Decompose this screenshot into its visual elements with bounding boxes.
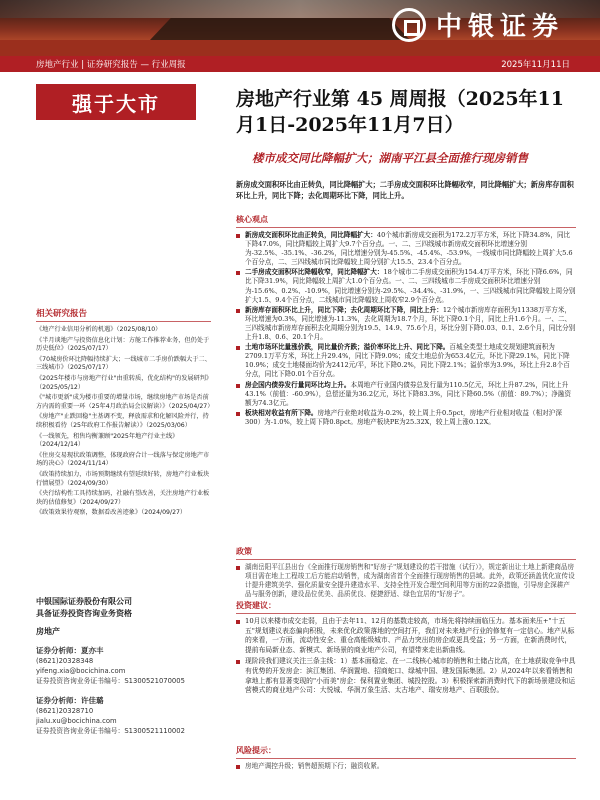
invest-paragraph: 10月以来楼市成交走弱，且由于去年11、12月的基数走较高，市场先将持续面临压力。基本面来压+"十五五"规划建议表态偏向积极，未来优化政策落地的空间打开，我们对未来地产行业的修复有一定信心。地产从标的来看，一方面，流动性安全、重仓高能级城市、产品力突出的房企或更具受益；另一方面，在新消费时代，提前布局新业态、新模式、新场景的商业地产公司，有望带来走出新曲线。 — [236, 617, 576, 655]
bank-logo-icon — [392, 8, 426, 42]
related-item[interactable]: 《地产行业信用分析的机遇》（2025/08/10） — [36, 326, 162, 333]
rating-badge: 强于大市 — [36, 84, 196, 120]
analyst-phone: (8621)20328348 — [36, 657, 94, 665]
related-item[interactable]: 《"城市更新"成为楼市重要的增量市场，继续房地产市场是否前方内需的重要一环（25年4月政治局会议解读）》（2025/04/27） — [36, 394, 214, 410]
invest-paragraph: 现阶段我们建议关注三条主线：1）基本面稳定、在一二线核心城市的销售和土储占比高，在土地获取竞争中具有优势的开发房企：滨江集团、华润置地、招商蛇口、绿城中国、建发国际集团。2）从2024年以来看销售和拿地上都有显著变现的"小而美"房企：保利置业集团、城投控股。3）积极探索新消费时代下的新场景建设和运营模式的商业地产公司：大悦城、华润万象生活、太古地产、瑞安房地产、百联股份。 — [236, 657, 576, 695]
divider — [236, 758, 576, 759]
bullet-heading: 板块相对收益有所下降。 — [245, 408, 318, 417]
bullet-body: 房地产行业绝对收益为-0.2%，较上周上升0.5pct，房地产行业相对收益（相对沪深300）为-1.0%，较上周下降0.8pct。房地产板块PE为25.32X，较上周上涨0.12X。 — [245, 408, 562, 426]
page-title: 房地产行业第 45 周周报（2025年11月1日-2025年11月7日） — [236, 88, 564, 136]
analyst-email[interactable]: jialu.xu@bocichina.com — [36, 717, 117, 725]
analyst-section — [36, 646, 211, 736]
brand-name: 中银证券 — [435, 12, 564, 42]
summary-section — [236, 180, 576, 201]
page-subtitle: 楼市成交同比降幅扩大；湖南平江县全面推行现房销售 — [252, 151, 528, 165]
analyst-name: 证券分析师：许佳璐 — [36, 696, 104, 705]
bullet-heading: 二手房成交面积环比降幅收窄，同比降幅扩大： — [245, 268, 384, 277]
related-item[interactable]: 《央行结构性工具持续加码，社融有望改善，关注房地产行业板块的估值修复》（2024/09/27） — [36, 490, 210, 506]
company-name: 中银国际证券股份有限公司 — [36, 597, 132, 606]
company-qualification: 具备证券投资咨询业务资格 — [36, 609, 132, 618]
core-bullet — [236, 268, 576, 304]
policy-section — [236, 546, 576, 599]
divider — [236, 227, 576, 228]
related-title: 相关研究报告 — [36, 309, 88, 319]
invest-title: 投资建议： — [236, 600, 276, 610]
analyst-email[interactable]: yifeng.xia@bocichina.com — [36, 667, 126, 675]
core-section — [236, 214, 576, 428]
bullet-body: 百城全类型土地成交规划建筑面积为2709.1万平方米，环比上升29.4%，同比下降9.0%；成交土地总价为653.4亿元，环比下降29.1%，同比下降10.9%；成交土地楼面均价为2412元/平，环比下降0.2%，同比下降2.1%；溢价率为3.9%，环比上升2.8个百分点，同比下降0.01个百分点。 — [245, 343, 570, 379]
summary-text: 新房成交面积环比由正转负，同比降幅扩大；二手房成交面积环比降幅收窄，同比降幅扩大；新房库存面积环比上升，同比下降；去化周期环比下降，同比上升。 — [236, 180, 574, 200]
company-section — [36, 596, 211, 638]
related-item[interactable]: 《房地产"止跌回稳"主基调不变，释放需求和化解风险并行，持续积极看待（25年政府工作报告解读）》（2025/03/06） — [36, 413, 209, 429]
policy-text: 湖南岳阳平江县出台《全面推行现房销售和"好房子"规划建设的若干措施（试行）》，规定新出让土地上新建商品房项目需在地上工程竣工后方能启动销售，成为湖南省首个全面推行现房销售的县域。此外，政策还涵盖优化宣传设计提升建筑美学、强化质量安全提升建造水平、支持全性开发合理空间利用等方面的22条措施，引导房企深耕产品与服务创新，建设品位优美、品质优良、便捷舒适、绿色宜居的"好房子"。 — [236, 563, 576, 599]
risk-title: 风险提示： — [236, 745, 276, 755]
bullet-heading: 新房库存面积环比上升，同比下降；去化周期环比下降，同比上升： — [245, 305, 443, 314]
bullet-body: 40个城市新房成交面积为172.2万平方米，环比下降34.8%，同比下降47.0%，同比降幅较上周扩大9.7个百分点。一、二、三四线城市新房成交面积环比增速分别为-32.5%、-35.1%、-36.2%，同比增速分别为-45.5%、-45.4%、-53.9%，一线城市同比降幅较上周扩大5.6个百分点，二、三四线城市同比降幅较上周分别扩大15.5、23.4个百分点。 — [245, 231, 573, 267]
divider — [236, 613, 576, 614]
related-list — [36, 326, 214, 518]
related-item[interactable]: 《一线领先，租售均衡兼顾"2025年地产行业主线》（2024/12/14） — [36, 432, 179, 449]
brand-logo — [392, 6, 564, 43]
analyst-cert: 证券投资咨询业务证书编号：S1300521110002 — [36, 727, 185, 735]
analyst-phone: (8621)20328710 — [36, 707, 94, 715]
banner-roof — [150, 18, 410, 40]
report-category-bar — [0, 56, 600, 72]
risk-section — [236, 745, 576, 771]
divider — [236, 559, 576, 560]
related-item[interactable]: 《2025年楼市与房地产行业"由重转质，优化结构"的发展研判》（2025/05/12） — [36, 374, 210, 391]
related-item[interactable]: 《70城房价环比降幅持续扩大；一线城市二手房价跌幅大于二、三线城市》（2025/07/17） — [36, 355, 211, 372]
bullet-heading: 房企国内债券发行量同环比均上升。 — [245, 380, 351, 389]
core-bullet — [236, 409, 576, 427]
related-item[interactable]: 《政策效果待观察，数据看改善迹象》（2024/09/27） — [36, 509, 187, 517]
risk-text: 房地产调控升级；销售超预期下行；融资收紧。 — [236, 762, 576, 771]
analyst-cert: 证券投资咨询业务证书编号：S1300521070005 — [36, 677, 185, 685]
bullet-heading: 新房成交面积环比由正转负，同比降幅扩大： — [245, 231, 377, 239]
related-item[interactable]: 《住房交易现状政策调整，体现政府合计一线落与保定房地产市场的决心》（2024/11/14） — [36, 451, 210, 468]
bullet-body: 本周地产行业国内债券总发行量为110.5亿元，环比上升87.2%，同比上升43.1%（前值：-60.9%），总偿还量为36.2亿元，环比下降83.3%，同比下降60.5%（前值：89.7%）；净融资额为74.3亿元。 — [245, 380, 572, 407]
header-banner — [0, 0, 600, 56]
core-bullet — [236, 306, 576, 342]
bullet-heading: 土地市场环比量涨价跌，同比量价齐跌；溢价率环比上升、同比下降。 — [245, 343, 450, 352]
related-item[interactable]: 《政策持续加力，市场预期继续有望延续好转，房地产行业板块行情展望》（2024/09/30） — [36, 470, 210, 487]
report-date: 2025年11月11日 — [501, 60, 570, 70]
industry-label: 房地产 — [36, 627, 60, 636]
invest-section — [236, 600, 576, 696]
core-bullet — [236, 381, 576, 408]
bullet-body: 12个城市新房库存面积为11338万平方米，环比增速为0.3%，同比增速为-11.3%，去化周期为18.7个月，环比下降0.1个月，同比上升1.6个月。一、二、三四线城市新房库存面积去化周期分别为19.5、14.9、75.6个月，环比分别下降0.03、0.1、2.6个月，同比分别上升1.8、0.6、20.1个月。 — [245, 305, 576, 342]
core-bullet — [236, 343, 576, 379]
breadcrumb: 房地产行业 | 证券研究报告 — 行业周报 — [36, 60, 186, 70]
policy-title: 政策 — [236, 546, 252, 556]
related-item[interactable]: 《半月谈地产与投资信息化计划：方舱工作推荐业务，但仍处于历史低位》（2025/07/17） — [36, 336, 210, 353]
divider — [36, 321, 211, 322]
core-bullets — [236, 231, 576, 427]
core-title: 核心观点 — [236, 214, 268, 224]
bullet-body: 18个城市二手房成交面积为154.4万平方米，环比下降6.6%，同比下降31.9%，同比降幅较上周扩大1.0个百分点。一、二、三四线城市二手房成交面积环比增速分别为-15.6%、0.2%、-10.9%，同比增速分别为-29.5%、-34.4%、-31.9%，一、三四线城市同比降幅较上周分别扩大1.5、9.4个百分点，二线城市同比降幅较上周收窄2.9个百分点。 — [245, 268, 576, 304]
core-bullet — [236, 231, 576, 267]
analyst-name: 证券分析师：夏亦丰 — [36, 646, 104, 655]
related-section — [36, 307, 214, 520]
